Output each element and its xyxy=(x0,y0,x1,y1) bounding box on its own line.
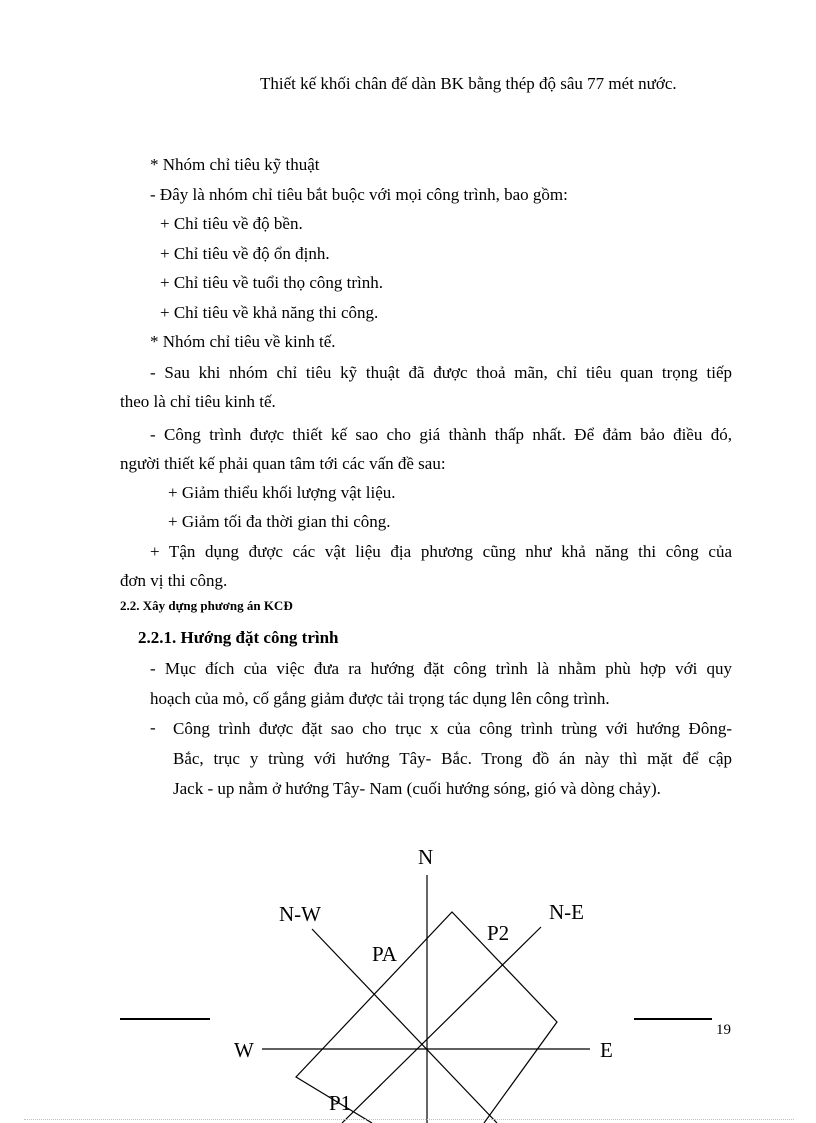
group2-item-2: + Giảm tối đa thời gian thi công. xyxy=(168,512,391,531)
group2-item-1: + Giảm thiểu khối lượng vật liệu. xyxy=(168,483,396,502)
section-item2-line1: Công trình được đặt sao cho trục x của công trình trùng với hướng Đông- xyxy=(173,719,732,738)
label-east: E xyxy=(600,1038,613,1062)
para2-line2: người thiết kế phải quan tâm tới các vấn đề sau: xyxy=(120,454,446,473)
label-pa: PA xyxy=(372,942,397,966)
para2-line1: - Công trình được thiết kế sao cho giá thành thấp nhất. Để đảm bảo điều đó, xyxy=(150,425,732,444)
group1-item-2: + Chỉ tiêu về độ ổn định. xyxy=(160,244,330,263)
para3-line2: đơn vị thi công. xyxy=(120,571,228,590)
footer-rule-right xyxy=(634,1018,712,1020)
group1-title: * Nhóm chỉ tiêu kỹ thuật xyxy=(150,155,320,174)
footer-rule-left xyxy=(120,1018,210,1020)
group1-item-3: + Chỉ tiêu về tuổi thọ công trình. xyxy=(160,273,384,292)
group1-intro: - Đây là nhóm chỉ tiêu bắt buộc với mọi công trình, bao gồm: xyxy=(150,185,568,204)
section-item2-dash: - xyxy=(150,718,156,737)
page-number: 19 xyxy=(716,1022,731,1038)
para1-line1: - Sau khi nhóm chỉ tiêu kỹ thuật đã được thoả mãn, chỉ tiêu quan trọng tiếp xyxy=(150,363,732,382)
section-item1-line2: hoạch của mỏ, cố gắng giảm được tải trọng tác dụng lên công trình. xyxy=(150,689,610,708)
subsection-heading: 2.2.1. Hướng đặt công trình xyxy=(138,628,339,647)
label-west: W xyxy=(234,1038,254,1062)
group1-item-1: + Chỉ tiêu về độ bền. xyxy=(160,214,303,233)
section-item2-line3: Jack - up nằm ở hướng Tây- Nam (cuối hướng sóng, gió và dòng chảy). xyxy=(173,779,661,798)
page-bottom-border xyxy=(24,1119,794,1120)
label-north-east: N-E xyxy=(549,900,584,924)
group1-item-4: + Chỉ tiêu về khả năng thi công. xyxy=(160,303,379,322)
label-p2: P2 xyxy=(487,921,510,945)
para3-line1: + Tận dụng được các vật liệu địa phương cũng như khả năng thi công của xyxy=(150,542,732,561)
document-header: Thiết kế khối chân đế dàn BK bằng thép độ sâu 77 mét nước. xyxy=(260,74,677,93)
group2-title: * Nhóm chỉ tiêu về kinh tế. xyxy=(150,332,336,351)
section-item2-line2: Bắc, trục y trùng với hướng Tây- Bắc. Trong đồ án này thì mặt để cập xyxy=(173,749,732,768)
label-north-west: N-W xyxy=(279,902,321,926)
label-p1: P1 xyxy=(329,1091,352,1115)
section-item1-line1: - Mục đích của việc đưa ra hướng đặt công trình là nhằm phù hợp với quy xyxy=(150,659,732,678)
section-heading: 2.2. Xây dựng phương án KCĐ xyxy=(120,598,293,613)
para1-line2: theo là chỉ tiêu kinh tế. xyxy=(120,392,276,411)
label-north: N xyxy=(418,845,434,869)
